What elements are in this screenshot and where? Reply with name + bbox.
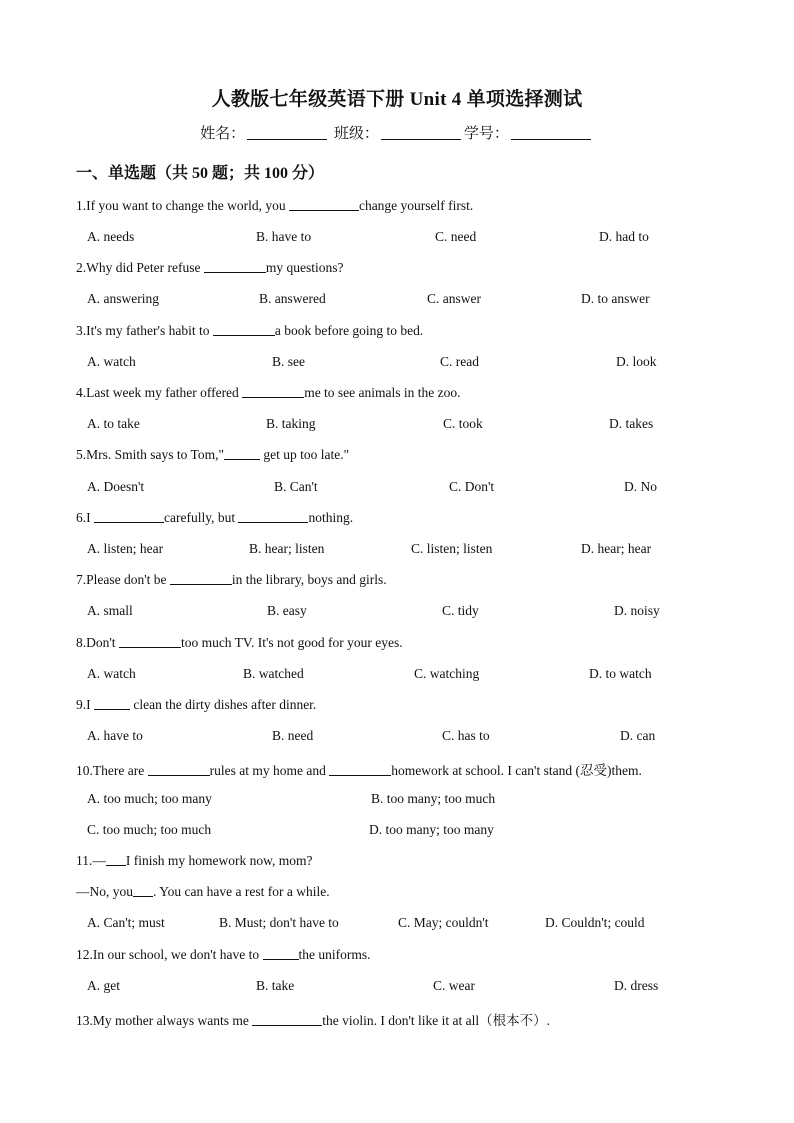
answer-blank[interactable] [263, 947, 299, 960]
option[interactable]: D. too many; too many [369, 822, 494, 837]
option[interactable]: D. No [624, 479, 657, 494]
option[interactable]: B. answered [259, 291, 326, 306]
option[interactable]: D. Couldn't; could [545, 915, 645, 930]
id-label: 学号： [463, 126, 509, 142]
option[interactable]: C. took [443, 416, 483, 431]
answer-blank[interactable] [242, 385, 304, 398]
question-stem: 11.— I finish my homework now, mom? [76, 853, 313, 868]
option[interactable]: C. Don't [449, 479, 495, 494]
answer-blank[interactable] [148, 763, 210, 776]
option[interactable]: D. to answer [581, 291, 650, 306]
option[interactable]: D. look [616, 354, 657, 369]
question-stem: 12.In our school, we don't have to the uniforms. [76, 947, 371, 962]
answer-blank[interactable] [119, 635, 181, 648]
class-blank[interactable] [381, 125, 461, 140]
option[interactable]: D. dress [614, 978, 659, 993]
question-stem: 2.Why did Peter refuse my questions? [76, 260, 344, 275]
name-blank[interactable] [247, 125, 327, 140]
option[interactable]: B. taking [266, 416, 316, 431]
question-stem: 1.If you want to change the world, you change yourself first. [76, 198, 474, 213]
option[interactable]: B. have to [256, 229, 312, 244]
answer-blank[interactable] [252, 1013, 322, 1026]
option[interactable]: B. hear; listen [249, 541, 325, 556]
answer-blank[interactable] [94, 510, 164, 523]
option[interactable]: C. tidy [442, 603, 479, 618]
option[interactable]: C. watching [414, 666, 480, 681]
option[interactable]: B. easy [267, 603, 307, 618]
option[interactable]: C. too much; too much [87, 822, 212, 837]
option[interactable]: B. too many; too much [371, 791, 496, 806]
question-dialogue-line: —No, you . You can have a rest for a while. [76, 884, 330, 899]
option[interactable]: A. Can't; must [87, 915, 165, 930]
name-label: 姓名： [200, 126, 246, 142]
option[interactable]: A. small [87, 603, 133, 618]
class-label: 班级： [333, 126, 379, 142]
answer-blank[interactable] [170, 572, 232, 585]
question-stem: 6.I carefully, but nothing. [76, 510, 354, 525]
option[interactable]: C. has to [442, 728, 490, 743]
answer-blank[interactable] [94, 697, 130, 710]
answer-blank[interactable] [106, 853, 126, 866]
option[interactable]: B. Can't [274, 479, 318, 494]
id-blank[interactable] [511, 125, 591, 140]
option[interactable]: C. read [440, 354, 479, 369]
option[interactable]: C. need [435, 229, 477, 244]
answer-blank[interactable] [224, 447, 260, 460]
option[interactable]: B. Must; don't have to [219, 915, 339, 930]
question-stem: 5.Mrs. Smith says to Tom," get up too late." [76, 447, 350, 462]
option[interactable]: A. get [87, 978, 120, 993]
option[interactable]: B. see [272, 354, 305, 369]
option[interactable]: C. answer [427, 291, 481, 306]
answer-blank[interactable] [204, 260, 266, 273]
question-stem: 13.My mother always wants me the violin. I don't like it at all（根本不）. [76, 1013, 550, 1028]
option[interactable]: A. to take [87, 416, 140, 431]
question-stem: 9.I clean the dirty dishes after dinner. [76, 697, 317, 712]
option[interactable]: C. May; couldn't [398, 915, 489, 930]
page-title: 人教版七年级英语下册 Unit 4 单项选择测试 [211, 89, 583, 110]
answer-blank[interactable] [289, 198, 359, 211]
option[interactable]: D. can [620, 728, 656, 743]
answer-blank[interactable] [213, 323, 275, 336]
option[interactable]: B. take [256, 978, 295, 993]
option[interactable]: A. too much; too many [87, 791, 212, 806]
answer-blank[interactable] [133, 884, 153, 897]
option[interactable]: A. watch [87, 354, 136, 369]
option[interactable]: A. watch [87, 666, 136, 681]
section-heading: 一、单选题（共 50 题；共 100 分） [76, 165, 325, 182]
option[interactable]: A. listen; hear [87, 541, 164, 556]
option[interactable]: C. listen; listen [411, 541, 493, 556]
option[interactable]: D. had to [599, 229, 649, 244]
question-stem: 10.There are rules at my home and homework at school. I can't stand (忍受)them. [76, 763, 642, 778]
question-stem: 4.Last week my father offered me to see animals in the zoo. [76, 385, 461, 400]
option[interactable]: B. watched [243, 666, 304, 681]
option[interactable]: D. to watch [589, 666, 652, 681]
answer-blank[interactable] [238, 510, 308, 523]
student-info [0, 122, 794, 143]
question-stem: 3.It's my father's habit to a book before going to bed. [76, 323, 424, 338]
option[interactable]: A. Doesn't [87, 479, 145, 494]
answer-blank[interactable] [329, 763, 391, 776]
option[interactable]: D. takes [609, 416, 654, 431]
option[interactable]: C. wear [433, 978, 475, 993]
question-stem: 8.Don't too much TV. It's not good for your eyes. [76, 635, 403, 650]
option[interactable]: A. have to [87, 728, 143, 743]
option[interactable]: A. needs [87, 229, 135, 244]
option[interactable]: D. hear; hear [581, 541, 652, 556]
question-stem: 7.Please don't be in the library, boys and girls. [76, 572, 387, 587]
option[interactable]: B. need [272, 728, 314, 743]
option[interactable]: A. answering [87, 291, 159, 306]
option[interactable]: D. noisy [614, 603, 660, 618]
